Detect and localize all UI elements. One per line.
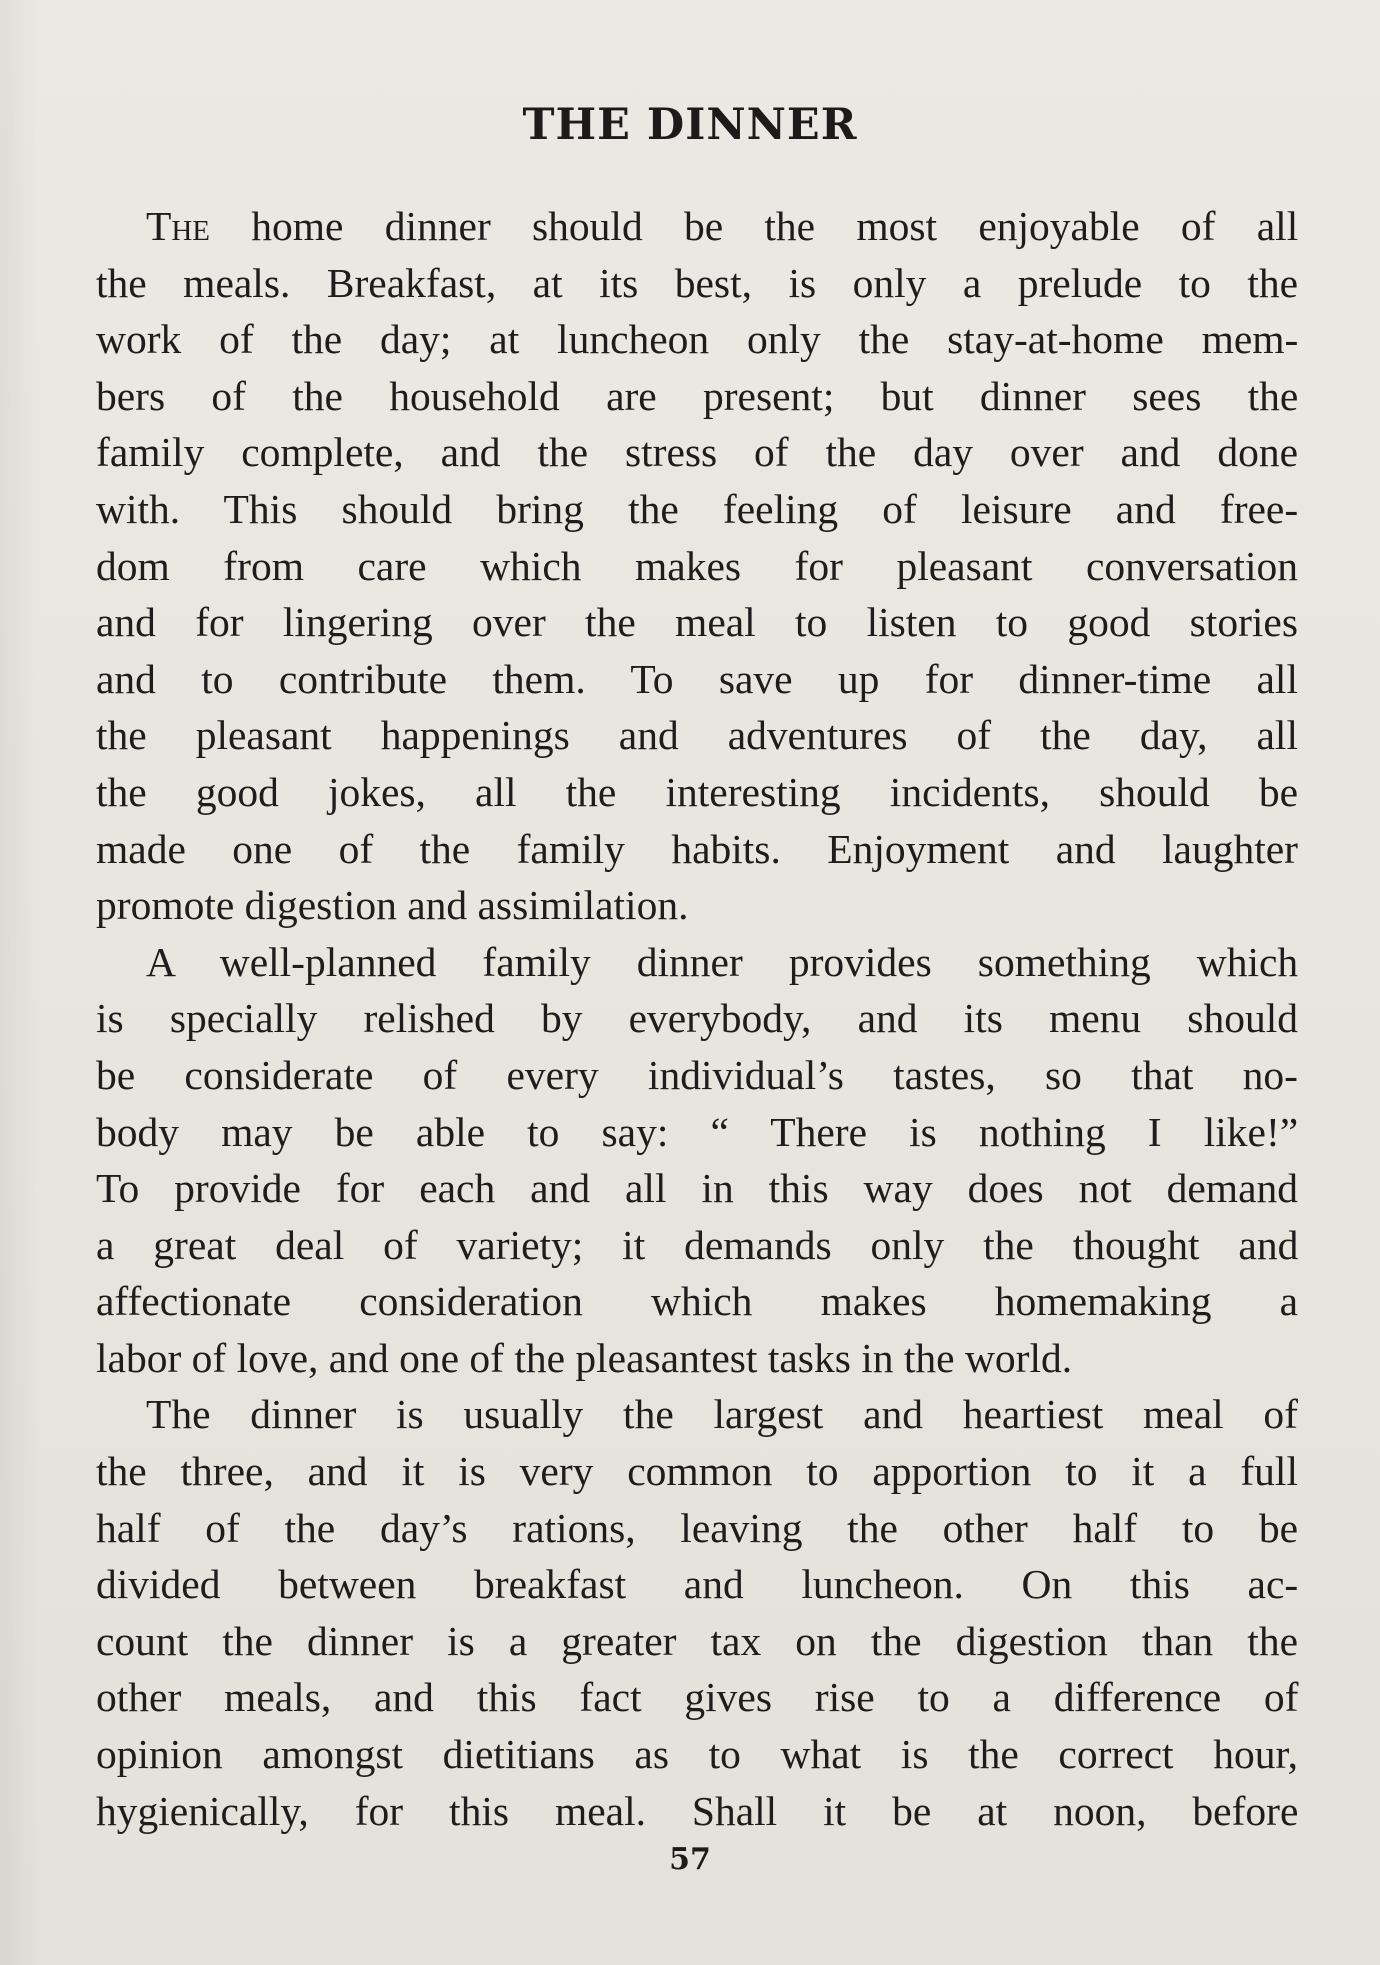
paragraph-2	[96, 934, 1298, 1387]
text-line: hygienically, for this meal. Shall it be at noon, before	[96, 1787, 1299, 1834]
text-line: made one of the family habits. Enjoyment and laughter	[96, 825, 1298, 872]
body-text	[96, 198, 1298, 1839]
text-line: count the dinner is a greater tax on the digestion than the	[96, 1617, 1298, 1664]
text-line: and to contribute them. To save up for dinner-time all	[96, 655, 1298, 702]
text-line: labor of love, and one of the pleasantest tasks in the world.	[96, 1334, 1073, 1381]
text-line: the meals. Breakfast, at its best, is only a prelude to the	[96, 259, 1299, 306]
paragraph-1	[96, 198, 1298, 934]
text-line: A well-planned family dinner provides something which	[146, 938, 1299, 985]
text-line: a great deal of variety; it demands only the thought and	[96, 1221, 1299, 1268]
text-line: bers of the household are present; but dinner sees the	[96, 372, 1299, 419]
text-line: The dinner is usually the largest and heartiest meal of	[146, 1391, 1298, 1438]
text-line: affectionate consideration which makes homemaking a	[96, 1278, 1299, 1325]
text-line: opinion amongst dietitians as to what is the correct hour,	[96, 1731, 1298, 1778]
text-line: work of the day; at luncheon only the stay-at-home mem-	[96, 316, 1299, 363]
text-line: the three, and it is very common to apportion to it a full	[96, 1448, 1298, 1495]
text-line-content: home dinner should be the most enjoyable of all	[210, 203, 1299, 249]
paragraph-3	[96, 1386, 1298, 1839]
text-line: divided between breakfast and luncheon. On this ac-	[96, 1561, 1299, 1608]
text-line: and for lingering over the meal to listen to good stories	[96, 599, 1298, 646]
text-line: other meals, and this fact gives rise to a difference of	[96, 1674, 1299, 1721]
text-line: To provide for each and all in this way does not demand	[96, 1165, 1298, 1212]
lead-word: The	[146, 203, 211, 249]
text-line: family complete, and the stress of the day over and done	[96, 429, 1298, 476]
chapter-title: THE DINNER	[522, 100, 858, 150]
page-number: 57	[669, 1842, 711, 1877]
text-line: the good jokes, all the interesting incidents, should be	[96, 768, 1299, 815]
text-line: the pleasant happenings and adventures of the day, all	[96, 712, 1298, 759]
text-line: with. This should bring the feeling of leisure and free-	[96, 485, 1299, 532]
text-line: body may be able to say: “ There is nothing I like!”	[96, 1108, 1299, 1155]
text-line	[96, 198, 1298, 255]
text-line: be considerate of every individual’s tastes, so that no-	[96, 1051, 1298, 1098]
text-line: half of the day’s rations, leaving the other half to be	[96, 1504, 1298, 1551]
text-line: is specially relished by everybody, and its menu should	[96, 995, 1298, 1042]
page-edge-shadow	[0, 0, 40, 1965]
text-line: dom from care which makes for pleasant conversation	[96, 542, 1298, 589]
text-line: promote digestion and assimilation.	[96, 882, 689, 929]
